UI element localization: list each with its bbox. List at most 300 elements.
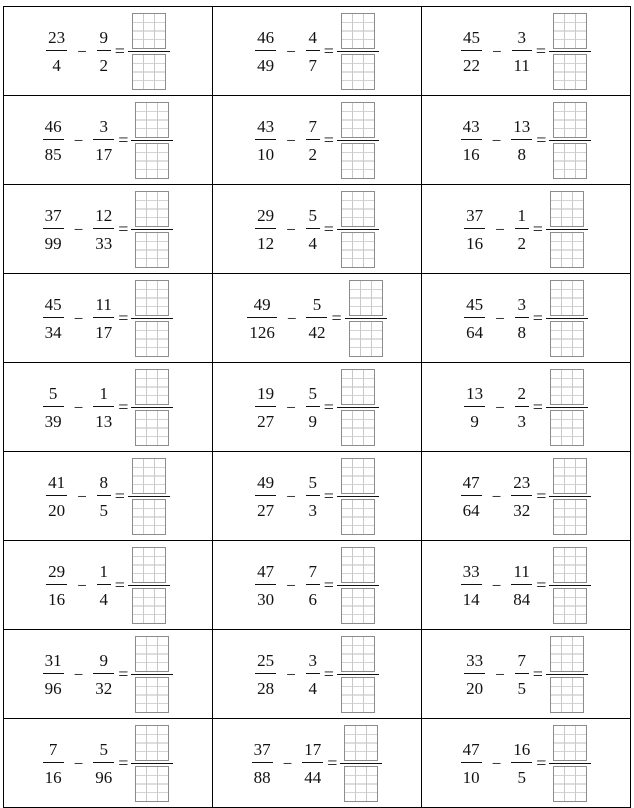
denominator: 6 bbox=[308, 589, 317, 609]
problem-cell bbox=[422, 719, 631, 808]
equals-sign: = bbox=[323, 40, 334, 61]
answer-denominator-box[interactable] bbox=[135, 410, 169, 446]
subtrahend-fraction bbox=[306, 296, 327, 341]
equals-sign: = bbox=[323, 485, 334, 506]
subtrahend-fraction bbox=[515, 207, 529, 252]
equals-sign: = bbox=[323, 396, 334, 417]
answer-denominator-box[interactable] bbox=[135, 766, 169, 802]
subtrahend-fraction bbox=[511, 118, 532, 163]
answer-numerator-box[interactable] bbox=[553, 102, 587, 138]
answer-denominator-box[interactable] bbox=[553, 766, 587, 802]
numerator: 7 bbox=[48, 739, 58, 759]
subtraction-problem bbox=[422, 630, 630, 718]
numerator: 19 bbox=[257, 383, 275, 403]
answer-denominator-box[interactable] bbox=[341, 499, 375, 535]
equals-sign: = bbox=[532, 396, 543, 417]
numerator: 9 bbox=[99, 650, 108, 670]
numerator: 11 bbox=[513, 561, 530, 581]
problem-row bbox=[4, 452, 631, 541]
answer-numerator-box[interactable] bbox=[341, 191, 375, 227]
denominator: 30 bbox=[257, 589, 275, 609]
answer-denominator-box[interactable] bbox=[550, 677, 584, 713]
answer-numerator-box[interactable] bbox=[550, 369, 584, 405]
denominator: 11 bbox=[513, 55, 530, 75]
problem-row bbox=[4, 274, 631, 363]
minus-sign: − bbox=[77, 487, 87, 506]
subtrahend-fraction bbox=[511, 741, 532, 786]
problem-cell bbox=[422, 185, 631, 274]
numerator: 13 bbox=[513, 116, 531, 136]
equals-sign: = bbox=[331, 307, 342, 328]
subtrahend-fraction bbox=[93, 118, 114, 163]
subtraction-problem bbox=[213, 630, 421, 718]
answer-denominator-box[interactable] bbox=[135, 232, 169, 268]
numerator: 5 bbox=[308, 383, 317, 403]
equals-sign: = bbox=[323, 218, 334, 239]
minuend-fraction bbox=[461, 741, 482, 786]
subtrahend-fraction bbox=[511, 563, 532, 608]
problem-cell bbox=[213, 274, 422, 363]
problem-row bbox=[4, 719, 631, 808]
minuend-fraction bbox=[464, 296, 485, 341]
denominator: 16 bbox=[44, 767, 62, 787]
minus-sign: − bbox=[282, 754, 293, 773]
answer-fraction-bar bbox=[337, 229, 379, 230]
denominator: 8 bbox=[517, 144, 526, 164]
numerator: 31 bbox=[44, 650, 62, 670]
answer-fraction bbox=[337, 13, 379, 90]
denominator: 28 bbox=[257, 678, 275, 698]
answer-numerator-box[interactable] bbox=[341, 102, 375, 138]
minus-sign: − bbox=[286, 665, 296, 684]
minus-sign: − bbox=[286, 42, 296, 61]
subtraction-problem bbox=[213, 452, 421, 540]
answer-numerator-box[interactable] bbox=[135, 280, 169, 316]
subtraction-problem bbox=[422, 274, 630, 362]
problem-row bbox=[4, 96, 631, 185]
subtrahend-fraction bbox=[515, 385, 529, 430]
subtraction-problem bbox=[4, 630, 212, 718]
equals-sign: = bbox=[323, 663, 334, 684]
problem-cell bbox=[422, 274, 631, 363]
answer-denominator-box[interactable] bbox=[135, 143, 169, 179]
answer-fraction-bar bbox=[337, 674, 379, 675]
problem-cell bbox=[213, 363, 422, 452]
denominator: 44 bbox=[304, 767, 322, 787]
answer-fraction-bar bbox=[546, 229, 588, 230]
answer-numerator-box[interactable] bbox=[341, 547, 375, 583]
denominator: 9 bbox=[308, 411, 317, 431]
numerator: 37 bbox=[466, 205, 484, 225]
problem-cell bbox=[4, 363, 213, 452]
answer-fraction-bar bbox=[128, 585, 170, 586]
denominator: 88 bbox=[253, 767, 271, 787]
numerator: 8 bbox=[99, 472, 108, 492]
denominator: 49 bbox=[257, 55, 275, 75]
answer-fraction bbox=[131, 102, 173, 179]
denominator: 17 bbox=[95, 322, 113, 342]
problem-cell bbox=[422, 452, 631, 541]
numerator: 7 bbox=[517, 650, 526, 670]
subtraction-problem bbox=[4, 363, 212, 451]
numerator: 46 bbox=[257, 27, 275, 47]
denominator: 64 bbox=[462, 500, 480, 520]
answer-fraction-bar bbox=[345, 318, 387, 319]
equals-sign: = bbox=[536, 485, 547, 506]
equals-sign: = bbox=[536, 129, 547, 150]
problem-cell bbox=[422, 363, 631, 452]
problem-cell bbox=[213, 7, 422, 96]
answer-fraction-bar bbox=[131, 140, 173, 141]
answer-numerator-box[interactable] bbox=[341, 636, 375, 672]
answer-fraction-bar bbox=[337, 407, 379, 408]
numerator: 7 bbox=[308, 116, 317, 136]
subtraction-problem bbox=[422, 363, 630, 451]
answer-fraction bbox=[549, 13, 591, 90]
minuend-fraction bbox=[255, 385, 276, 430]
answer-denominator-box[interactable] bbox=[553, 54, 587, 90]
answer-denominator-box[interactable] bbox=[550, 321, 584, 357]
answer-fraction-bar bbox=[337, 496, 379, 497]
minuend-fraction bbox=[255, 207, 276, 252]
equals-sign: = bbox=[118, 752, 129, 773]
subtraction-problem bbox=[422, 7, 630, 95]
answer-fraction bbox=[337, 369, 379, 446]
answer-denominator-box[interactable] bbox=[135, 321, 169, 357]
denominator: 9 bbox=[470, 411, 479, 431]
denominator: 7 bbox=[308, 55, 317, 75]
answer-fraction-bar bbox=[128, 496, 170, 497]
answer-denominator-box[interactable] bbox=[341, 410, 375, 446]
minuend-fraction bbox=[255, 563, 276, 608]
numerator: 29 bbox=[257, 205, 275, 225]
numerator: 16 bbox=[513, 739, 531, 759]
denominator: 2 bbox=[308, 144, 317, 164]
minus-sign: − bbox=[491, 576, 502, 595]
denominator: 96 bbox=[95, 767, 113, 787]
equals-sign: = bbox=[118, 307, 129, 328]
minuend-fraction bbox=[247, 296, 277, 341]
answer-fraction bbox=[131, 280, 173, 357]
minus-sign: − bbox=[491, 42, 502, 61]
answer-fraction-bar bbox=[340, 763, 382, 764]
problem-cell bbox=[4, 185, 213, 274]
equals-sign: = bbox=[114, 485, 125, 506]
answer-numerator-box[interactable] bbox=[550, 280, 584, 316]
answer-denominator-box[interactable] bbox=[132, 499, 166, 535]
subtrahend-fraction bbox=[306, 563, 320, 608]
minus-sign: − bbox=[73, 398, 84, 417]
numerator: 33 bbox=[466, 650, 484, 670]
subtraction-problem bbox=[4, 7, 212, 95]
answer-fraction-bar bbox=[337, 140, 379, 141]
answer-numerator-box[interactable] bbox=[349, 280, 383, 316]
answer-numerator-box[interactable] bbox=[135, 725, 169, 761]
denominator: 34 bbox=[44, 322, 62, 342]
subtrahend-fraction bbox=[512, 29, 532, 74]
numerator: 3 bbox=[308, 650, 317, 670]
problem-cell bbox=[213, 96, 422, 185]
answer-fraction bbox=[546, 369, 588, 446]
problem-cell bbox=[422, 96, 631, 185]
answer-denominator-box[interactable] bbox=[341, 54, 375, 90]
minus-sign: − bbox=[73, 754, 84, 773]
denominator: 126 bbox=[249, 322, 275, 342]
answer-numerator-box[interactable] bbox=[341, 13, 375, 49]
minuend-fraction bbox=[46, 29, 67, 74]
minus-sign: − bbox=[495, 398, 505, 417]
answer-fraction-bar bbox=[549, 763, 591, 764]
numerator: 3 bbox=[517, 294, 526, 314]
answer-numerator-box[interactable] bbox=[132, 547, 166, 583]
numerator: 5 bbox=[48, 383, 58, 403]
numerator: 5 bbox=[308, 472, 317, 492]
answer-fraction-bar bbox=[546, 674, 588, 675]
answer-numerator-box[interactable] bbox=[553, 13, 587, 49]
problem-row bbox=[4, 541, 631, 630]
numerator: 41 bbox=[48, 472, 66, 492]
answer-fraction-bar bbox=[131, 318, 173, 319]
answer-fraction-bar bbox=[549, 585, 591, 586]
denominator: 8 bbox=[517, 322, 526, 342]
subtraction-problem bbox=[422, 452, 630, 540]
equals-sign: = bbox=[536, 574, 547, 595]
problem-cell bbox=[213, 630, 422, 719]
minuend-fraction bbox=[46, 563, 67, 608]
subtrahend-fraction bbox=[306, 652, 320, 697]
answer-fraction bbox=[131, 191, 173, 268]
subtraction-problem bbox=[4, 452, 212, 540]
equals-sign: = bbox=[536, 752, 547, 773]
equals-sign: = bbox=[118, 396, 129, 417]
answer-fraction bbox=[337, 191, 379, 268]
equals-sign: = bbox=[323, 574, 334, 595]
problem-cell bbox=[4, 274, 213, 363]
numerator: 5 bbox=[308, 205, 317, 225]
answer-numerator-box[interactable] bbox=[553, 458, 587, 494]
answer-numerator-box[interactable] bbox=[135, 369, 169, 405]
denominator: 13 bbox=[95, 411, 113, 431]
minus-sign: − bbox=[73, 131, 84, 150]
numerator: 33 bbox=[462, 561, 480, 581]
minus-sign: − bbox=[77, 576, 87, 595]
answer-fraction-bar bbox=[131, 407, 173, 408]
equals-sign: = bbox=[532, 218, 543, 239]
subtrahend-fraction bbox=[302, 741, 323, 786]
subtraction-problem bbox=[213, 541, 421, 629]
answer-fraction bbox=[131, 636, 173, 713]
answer-fraction bbox=[340, 725, 382, 802]
answer-numerator-box[interactable] bbox=[341, 458, 375, 494]
subtrahend-fraction bbox=[515, 296, 529, 341]
subtrahend-fraction bbox=[306, 207, 320, 252]
answer-numerator-box[interactable] bbox=[553, 725, 587, 761]
answer-fraction-bar bbox=[131, 674, 173, 675]
answer-denominator-box[interactable] bbox=[132, 54, 166, 90]
numerator: 5 bbox=[99, 739, 108, 759]
numerator: 47 bbox=[462, 472, 480, 492]
numerator: 45 bbox=[466, 294, 484, 314]
answer-fraction-bar bbox=[546, 407, 588, 408]
subtraction-problem bbox=[422, 185, 630, 273]
answer-fraction bbox=[549, 547, 591, 624]
minus-sign: − bbox=[286, 487, 296, 506]
denominator: 4 bbox=[308, 678, 317, 698]
subtraction-problem bbox=[4, 274, 212, 362]
answer-fraction bbox=[337, 458, 379, 535]
problem-cell bbox=[213, 185, 422, 274]
answer-denominator-box[interactable] bbox=[553, 588, 587, 624]
subtraction-problem bbox=[4, 719, 212, 807]
answer-denominator-box[interactable] bbox=[132, 588, 166, 624]
answer-fraction bbox=[549, 725, 591, 802]
denominator: 32 bbox=[95, 678, 113, 698]
minuend-fraction bbox=[461, 474, 482, 519]
denominator: 22 bbox=[462, 55, 480, 75]
problem-cell bbox=[4, 96, 213, 185]
problem-cell bbox=[213, 541, 422, 630]
subtrahend-fraction bbox=[93, 207, 114, 252]
answer-fraction-bar bbox=[546, 318, 588, 319]
denominator: 10 bbox=[257, 144, 275, 164]
equals-sign: = bbox=[323, 129, 334, 150]
answer-fraction-bar bbox=[131, 229, 173, 230]
answer-denominator-box[interactable] bbox=[553, 499, 587, 535]
denominator: 2 bbox=[517, 233, 526, 253]
numerator: 3 bbox=[99, 116, 108, 136]
denominator: 99 bbox=[44, 233, 62, 253]
answer-fraction bbox=[131, 369, 173, 446]
numerator: 47 bbox=[462, 739, 480, 759]
answer-fraction bbox=[549, 102, 591, 179]
answer-numerator-box[interactable] bbox=[550, 636, 584, 672]
problem-cell bbox=[213, 452, 422, 541]
problem-row bbox=[4, 630, 631, 719]
minuend-fraction bbox=[43, 118, 64, 163]
answer-denominator-box[interactable] bbox=[550, 410, 584, 446]
answer-numerator-box[interactable] bbox=[135, 102, 169, 138]
answer-denominator-box[interactable] bbox=[135, 677, 169, 713]
subtraction-problem bbox=[422, 96, 630, 184]
answer-fraction bbox=[128, 547, 170, 624]
subtrahend-fraction bbox=[93, 652, 114, 697]
problem-cell bbox=[4, 7, 213, 96]
minuend-fraction bbox=[46, 474, 67, 519]
denominator: 64 bbox=[466, 322, 484, 342]
problem-cell bbox=[422, 7, 631, 96]
numerator: 3 bbox=[517, 27, 526, 47]
numerator: 47 bbox=[257, 561, 275, 581]
answer-numerator-box[interactable] bbox=[132, 13, 166, 49]
subtraction-problem bbox=[422, 541, 630, 629]
minus-sign: − bbox=[286, 398, 296, 417]
answer-denominator-box[interactable] bbox=[550, 232, 584, 268]
subtraction-problem bbox=[213, 363, 421, 451]
minuend-fraction bbox=[43, 296, 64, 341]
minuend-fraction bbox=[255, 474, 276, 519]
minus-sign: − bbox=[73, 309, 84, 328]
minus-sign: − bbox=[286, 220, 296, 239]
numerator: 43 bbox=[257, 116, 275, 136]
worksheet-body bbox=[4, 7, 631, 808]
denominator: 4 bbox=[99, 589, 108, 609]
answer-numerator-box[interactable] bbox=[344, 725, 378, 761]
answer-fraction bbox=[549, 458, 591, 535]
subtrahend-fraction bbox=[97, 29, 111, 74]
problem-cell bbox=[4, 541, 213, 630]
minuend-fraction bbox=[43, 207, 64, 252]
answer-numerator-box[interactable] bbox=[135, 636, 169, 672]
answer-fraction bbox=[337, 102, 379, 179]
answer-numerator-box[interactable] bbox=[553, 547, 587, 583]
minus-sign: − bbox=[491, 131, 502, 150]
minus-sign: − bbox=[495, 665, 505, 684]
numerator: 11 bbox=[95, 294, 112, 314]
fraction-subtraction-worksheet bbox=[3, 6, 631, 808]
answer-numerator-box[interactable] bbox=[132, 458, 166, 494]
minus-sign: − bbox=[286, 131, 296, 150]
numerator: 29 bbox=[48, 561, 66, 581]
answer-numerator-box[interactable] bbox=[135, 191, 169, 227]
minus-sign: − bbox=[73, 665, 84, 684]
answer-fraction-bar bbox=[549, 51, 591, 52]
equals-sign: = bbox=[118, 218, 129, 239]
answer-fraction-bar bbox=[128, 51, 170, 52]
denominator: 17 bbox=[95, 144, 113, 164]
subtrahend-fraction bbox=[511, 474, 532, 519]
minuend-fraction bbox=[464, 207, 485, 252]
answer-fraction-bar bbox=[337, 51, 379, 52]
answer-fraction bbox=[128, 458, 170, 535]
answer-fraction bbox=[546, 280, 588, 357]
answer-fraction-bar bbox=[549, 496, 591, 497]
denominator: 5 bbox=[517, 678, 526, 698]
numerator: 1 bbox=[99, 561, 108, 581]
answer-denominator-box[interactable] bbox=[341, 677, 375, 713]
minuend-fraction bbox=[461, 118, 482, 163]
answer-denominator-box[interactable] bbox=[349, 321, 383, 357]
minus-sign: − bbox=[495, 220, 505, 239]
denominator: 16 bbox=[466, 233, 484, 253]
answer-numerator-box[interactable] bbox=[550, 191, 584, 227]
numerator: 17 bbox=[304, 739, 322, 759]
problem-cell bbox=[4, 630, 213, 719]
minuend-fraction bbox=[252, 741, 273, 786]
equals-sign: = bbox=[327, 752, 338, 773]
minus-sign: − bbox=[286, 576, 296, 595]
answer-fraction bbox=[128, 13, 170, 90]
problem-cell bbox=[422, 541, 631, 630]
answer-numerator-box[interactable] bbox=[341, 369, 375, 405]
denominator: 10 bbox=[462, 767, 480, 787]
answer-fraction-bar bbox=[131, 763, 173, 764]
answer-denominator-box[interactable] bbox=[341, 588, 375, 624]
problem-cell bbox=[422, 630, 631, 719]
answer-denominator-box[interactable] bbox=[553, 143, 587, 179]
minuend-fraction bbox=[255, 118, 276, 163]
denominator: 12 bbox=[257, 233, 275, 253]
equals-sign: = bbox=[114, 574, 125, 595]
answer-denominator-box[interactable] bbox=[344, 766, 378, 802]
answer-denominator-box[interactable] bbox=[341, 232, 375, 268]
numerator: 49 bbox=[253, 294, 271, 314]
subtraction-problem bbox=[213, 96, 421, 184]
denominator: 85 bbox=[44, 144, 62, 164]
numerator: 37 bbox=[44, 205, 62, 225]
numerator: 9 bbox=[99, 27, 108, 47]
minuend-fraction bbox=[464, 652, 485, 697]
answer-denominator-box[interactable] bbox=[341, 143, 375, 179]
